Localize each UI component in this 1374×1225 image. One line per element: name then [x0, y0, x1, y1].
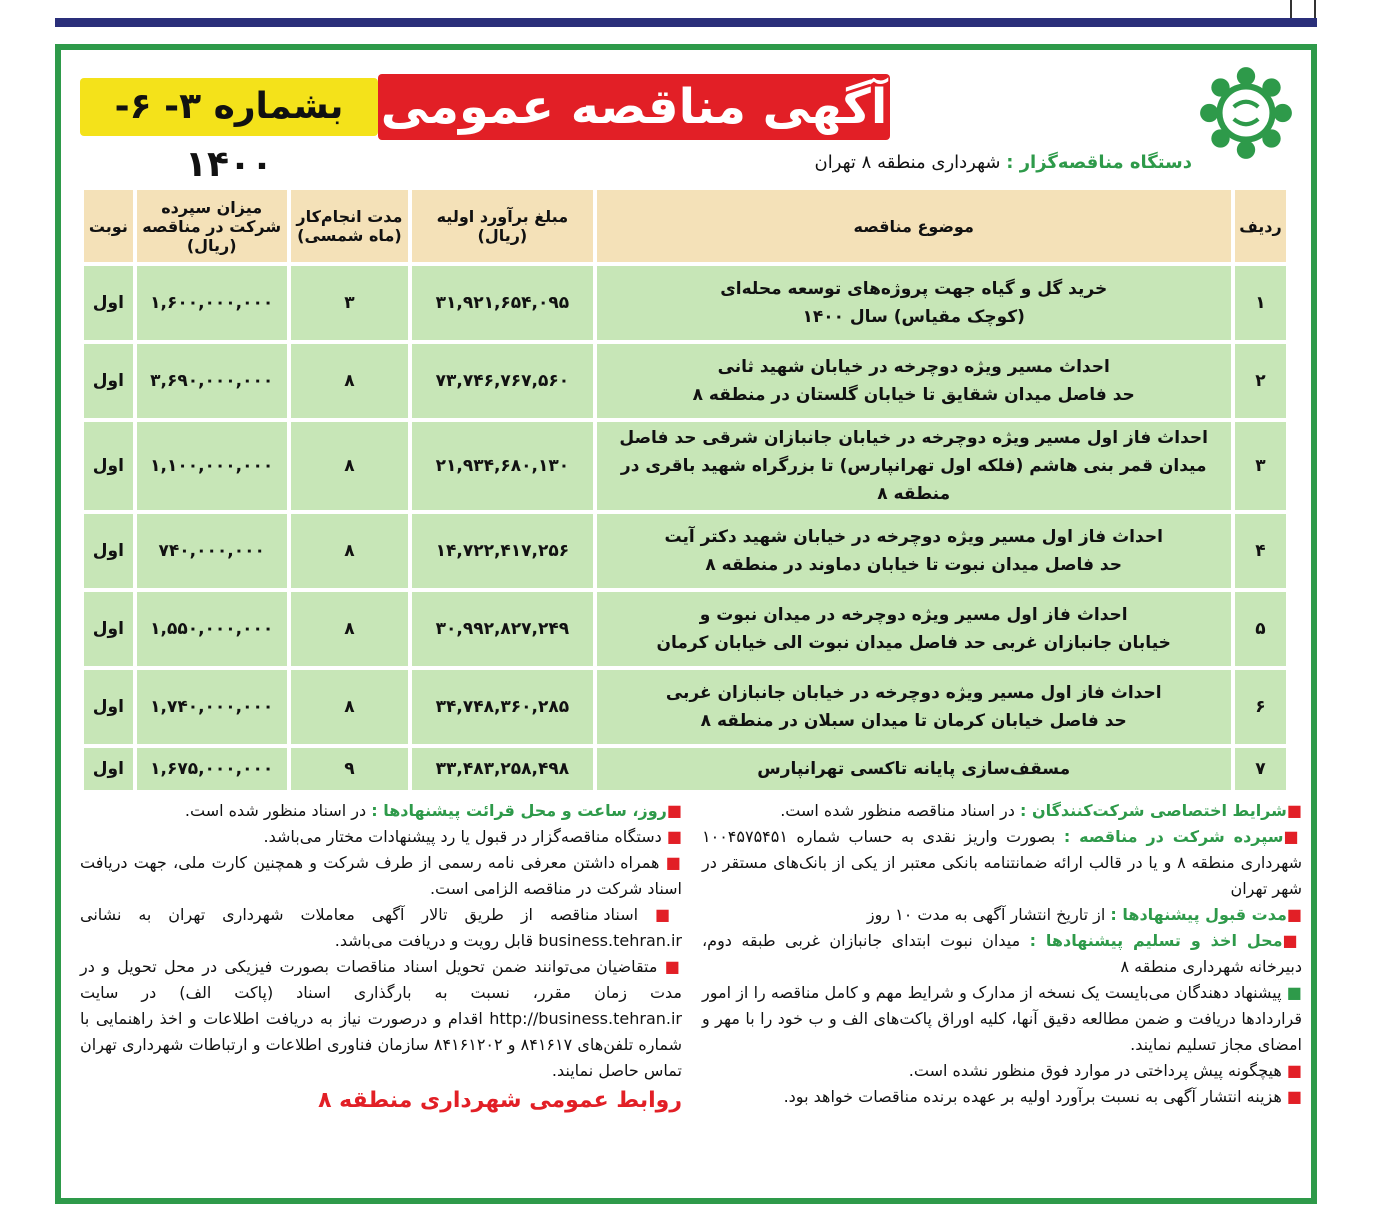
subject-line-2: حد فاصل میدان شقایق تا خیابان گلستان در منطقه ۸ [692, 385, 1135, 405]
row-estimate: ۳۳,۴۸۳,۲۵۸,۴۹۸ [412, 748, 592, 790]
condition-item [80, 850, 682, 902]
row-subject [597, 266, 1231, 340]
table-row [84, 592, 1286, 666]
subject-line-2: میدان قمر بنی هاشم (فلکه اول تهرانپارس) تا بزرگراه شهید باقری در منطقه ۸ [620, 456, 1207, 504]
col-deposit-header: میزان سپرده شرکت در مناقصه (ریال) [137, 190, 287, 262]
condition-item [80, 798, 682, 824]
condition-text: میدان نبوت ابتدای جانبازان غربی طبقه دوم، دبیرخانه شهرداری منطقه ۸ [702, 931, 1302, 976]
bullet-icon: ■ [1286, 905, 1302, 924]
row-subject [597, 344, 1231, 418]
row-subject [597, 514, 1231, 588]
row-number: ۱ [1235, 266, 1286, 340]
condition-label: سپرده شرکت در مناقصه : [1063, 827, 1284, 846]
org-label: دستگاه مناقصه‌گزار : [1006, 152, 1192, 173]
condition-item [80, 954, 682, 1084]
row-subject [597, 748, 1231, 790]
subject-line-2: خیابان جانبازان غربی حد فاصل میدان نبوت الی خیابان کرمان [656, 633, 1171, 653]
row-subject [597, 592, 1231, 666]
condition-item [702, 824, 1302, 902]
row-round: اول [84, 592, 133, 666]
bullet-icon: ■ [664, 957, 683, 976]
row-deposit: ۱,۱۰۰,۰۰۰,۰۰۰ [137, 422, 287, 510]
row-duration: ۸ [291, 514, 409, 588]
bullet-icon: ■ [655, 905, 682, 924]
row-round: اول [84, 422, 133, 510]
row-round: اول [84, 748, 133, 790]
col-duration-header: مدت انجام‌کار (ماه شمسی) [291, 190, 409, 262]
row-number: ۴ [1235, 514, 1286, 588]
tender-table [80, 186, 1290, 794]
condition-text: دستگاه مناقصه‌گزار در قبول یا رد پیشنهادات مختار می‌باشد. [263, 827, 662, 846]
row-estimate: ۱۴,۷۲۲,۴۱۷,۲۵۶ [412, 514, 592, 588]
row-round: اول [84, 670, 133, 744]
row-duration: ۸ [291, 344, 409, 418]
condition-item [80, 824, 682, 850]
row-number: ۳ [1235, 422, 1286, 510]
condition-text: از تاریخ انتشار آگهی به مدت ۱۰ روز [866, 905, 1106, 924]
top-rule [55, 18, 1317, 27]
condition-label: روز، ساعت و محل قرائت پیشنهادها : [371, 801, 667, 820]
condition-text: متقاضیان می‌توانند ضمن تحویل اسناد مناقصات بصورت فیزیکی در محل تحویل و در مدت زمان مقرر، نسبت به بارگذاری اسناد (پاکت الف) در سایت http://business.tehran.ir اقدام و درصورت نیاز به دریافت اطلاعات و اخذ راهنمایی با شماره تلفن‌های ۸۴۱۶۱۷ و ۸۴۱۶۱۲۰۲ سازمان فناوری اطلاعات و ارتباطات شهرداری تهران تماس حاصل نمایند. [80, 957, 683, 1080]
row-duration: ۹ [291, 748, 409, 790]
tehran-municipality-logo-icon [1195, 62, 1297, 164]
row-subject [597, 670, 1231, 744]
bullet-icon: ■ [666, 827, 682, 846]
row-round: اول [84, 344, 133, 418]
condition-text: همراه داشتن معرفی نامه رسمی از طرف شرکت و همچنین کارت ملی، جهت دریافت اسناد شرکت در مناقصه الزامی است. [80, 853, 682, 898]
row-deposit: ۱,۶۷۵,۰۰۰,۰۰۰ [137, 748, 287, 790]
col-subject-header: موضوع مناقصه [597, 190, 1231, 262]
condition-text: در اسناد منظور شده است. [184, 801, 367, 820]
table-row [84, 514, 1286, 588]
condition-item [702, 1084, 1302, 1110]
row-round: اول [84, 266, 133, 340]
row-estimate: ۲۱,۹۳۴,۶۸۰,۱۳۰ [412, 422, 592, 510]
bullet-icon: ■ [1286, 1087, 1302, 1106]
row-deposit: ۱,۵۵۰,۰۰۰,۰۰۰ [137, 592, 287, 666]
col-estimate-header: مبلغ برآورد اولیه (ریال) [412, 190, 592, 262]
table-row [84, 266, 1286, 340]
row-number: ۷ [1235, 748, 1286, 790]
col-round-header: نوبت [84, 190, 133, 262]
condition-text: هیچگونه پیش پرداختی در موارد فوق منظور نشده است. [908, 1061, 1282, 1080]
bullet-icon: ■ [1286, 1061, 1302, 1080]
condition-label: مدت قبول پیشنهادها : [1110, 905, 1287, 924]
subject-line-1: خرید گل و گیاه جهت پروژه‌های توسعه محله‌ای [720, 279, 1108, 299]
condition-item [702, 1058, 1302, 1084]
row-estimate: ۷۳,۷۴۶,۷۶۷,۵۶۰ [412, 344, 592, 418]
subject-line-1: احداث مسیر ویژه دوچرخه در خیابان شهید ثانی [717, 357, 1110, 377]
tender-organization [700, 148, 1192, 178]
bullet-icon: ■ [666, 801, 682, 820]
bullet-icon: ■ [665, 853, 682, 872]
row-estimate: ۳۴,۷۴۸,۳۶۰,۲۸۵ [412, 670, 592, 744]
subject-line-2: حد فاصل میدان نبوت تا خیابان دماوند در منطقه ۸ [705, 555, 1123, 575]
issue-number: بشماره ۳- ۶- ۱۴۰۰ [80, 78, 378, 136]
condition-text: پیشنهاد دهندگان می‌بایست یک نسخه از مدارک و شرایط مهم و کامل مناقصه را از امور قراردادها دریافت و ضمن مطالعه دقیق آنها، کلیه اوراق پاکت‌های الف و ب خود را با مهر و امضای مجاز تسلیم نمایند. [702, 983, 1302, 1054]
condition-label: محل اخذ و تسلیم پیشنهادها : [1029, 931, 1283, 950]
row-duration: ۸ [291, 592, 409, 666]
org-value: شهرداری منطقه ۸ تهران [814, 152, 1001, 173]
subject-line-1: احداث فاز اول مسیر ویژه دوچرخه در خیابان جانبازان غربی [665, 683, 1162, 703]
row-deposit: ۱,۶۰۰,۰۰۰,۰۰۰ [137, 266, 287, 340]
bullet-icon: ■ [1283, 827, 1302, 846]
row-number: ۶ [1235, 670, 1286, 744]
subject-line-2: حد فاصل خیابان کرمان تا میدان سبلان در منطقه ۸ [700, 711, 1127, 731]
conditions-left-column [80, 798, 682, 1114]
row-subject [597, 422, 1231, 510]
ad-title: آگهی مناقصه عمومی [378, 74, 890, 140]
condition-item [702, 928, 1302, 980]
row-duration: ۸ [291, 670, 409, 744]
subject-line-1: مسقف‌سازی پایانه تاکسی تهرانپارس [757, 759, 1071, 779]
conditions-right-column [702, 798, 1302, 1110]
top-corner-mark [1290, 0, 1316, 18]
row-number: ۵ [1235, 592, 1286, 666]
condition-label: شرایط اختصاصی شرکت‌کنندگان : [1019, 801, 1287, 820]
subject-line-1: احداث فاز اول مسیر ویژه دوچرخه در میدان نبوت و [699, 605, 1128, 625]
subject-line-1: احداث فاز اول مسیر ویژه دوچرخه در خیابان شهید دکتر آیت [664, 527, 1163, 547]
subject-line-2: (کوچک مقیاس) سال ۱۴۰۰ [802, 307, 1025, 327]
table-header-row [84, 190, 1286, 262]
row-estimate: ۳۰,۹۹۲,۸۲۷,۲۴۹ [412, 592, 592, 666]
subject-line-1: احداث فاز اول مسیر ویژه دوچرخه در خیابان جانبازان شرقی حد فاصل [619, 428, 1208, 448]
table-row [84, 748, 1286, 790]
table-row [84, 670, 1286, 744]
bullet-icon: ■ [1286, 983, 1303, 1002]
row-estimate: ۳۱,۹۲۱,۶۵۴,۰۹۵ [412, 266, 592, 340]
col-row-header: ردیف [1235, 190, 1286, 262]
row-number: ۲ [1235, 344, 1286, 418]
condition-text: اسناد مناقصه از طریق تالار آگهی معاملات شهرداری تهران به نشانی business.tehran.ir قابل رویت و دریافت می‌باشد. [80, 905, 682, 950]
condition-item [702, 980, 1302, 1058]
condition-text: در اسناد مناقصه منظور شده است. [780, 801, 1015, 820]
condition-text: بصورت واریز نقدی به حساب شماره ۱۰۰۴۵۷۵۴۵۱ شهرداری منطقه ۸ و یا در قالب ارائه ضمانتنامه بانکی معتبر از یکی از بانک‌های مستقر در شهر تهران [702, 827, 1302, 898]
row-duration: ۳ [291, 266, 409, 340]
row-round: اول [84, 514, 133, 588]
table-row [84, 344, 1286, 418]
condition-item [702, 902, 1302, 928]
table-row [84, 422, 1286, 510]
condition-text: هزینه انتشار آگهی به نسبت برآورد اولیه بر عهده برنده مناقصات خواهد بود. [783, 1087, 1282, 1106]
bullet-icon: ■ [1286, 801, 1302, 820]
row-deposit: ۷۴۰,۰۰۰,۰۰۰ [137, 514, 287, 588]
row-deposit: ۳,۶۹۰,۰۰۰,۰۰۰ [137, 344, 287, 418]
condition-item [702, 798, 1302, 824]
row-duration: ۸ [291, 422, 409, 510]
public-relations-signature: روابط عمومی شهرداری منطقه ۸ [318, 1088, 682, 1113]
bullet-icon: ■ [1282, 931, 1302, 950]
condition-item [80, 902, 682, 954]
row-deposit: ۱,۷۴۰,۰۰۰,۰۰۰ [137, 670, 287, 744]
